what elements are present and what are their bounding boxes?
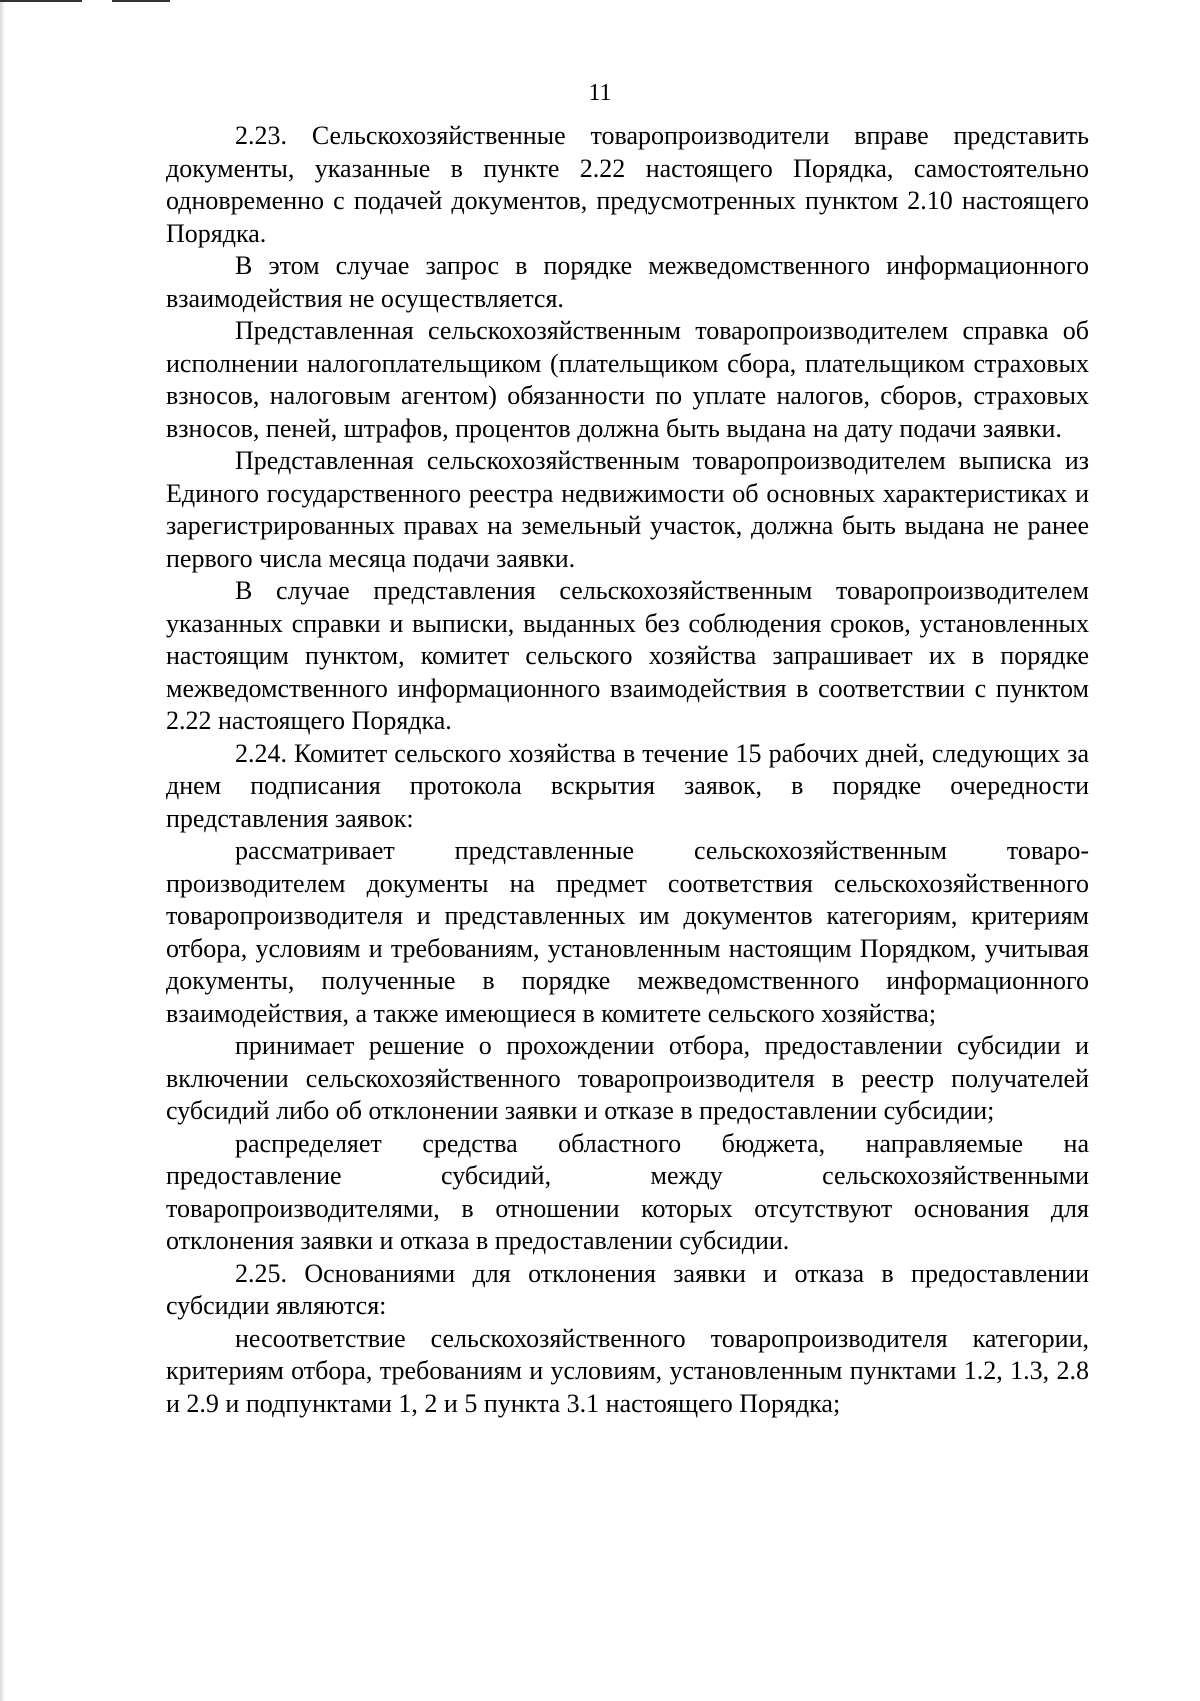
paragraph-distributes-funds: распределяет средства областного бюджета, направляемые на предоставление субсидий, между сельскохозяйственными товаропроизводителями, в отношении которых отсутствуют основания для отклонения заявки и отказа в предоставлении субсидии. xyxy=(166,1128,1089,1255)
page-number: 11 xyxy=(588,80,612,106)
paragraph-makes-decision: принимает решение о прохождении отбора, предоставлении субсидии и включении сельскохозяйственного товаропроизводителя в реестр получателей субсидий либо об отклонении заявки и отказе в предоставлении субсидии; xyxy=(166,1031,1089,1125)
corner-mark-right xyxy=(112,0,170,2)
paragraph-registry-extract: Представленная сельскохозяйственным товаропроизводителем выписка из Единого государственного реестра недвижимости об основных характеристиках и зарегистрированных правах на земельный участок, должна быть выдана не ранее первого числа месяца подачи заявки. xyxy=(166,446,1089,573)
paragraph-late-documents: В случае представления сельскохозяйственным товаропроизводителем указанных справки и выписки, выданных без соблюдения сроков, установленных настоящим пунктом, комитет сельского хозяйства запрашивает их в порядке межведомственного информационного взаимодействия в соответствии с пунктом 2.22 настоящего Порядка. xyxy=(166,576,1089,735)
paragraph-2-24: 2.24. Комитет сельского хозяйства в течение 15 рабочих дней, следующих за днем подписания протокола вскрытия заявок, в порядке очередности представления заявок: xyxy=(166,738,1089,833)
corner-mark-left xyxy=(0,0,82,2)
paragraph-reviews-documents: рассматривает представленные сельскохозяйственным товаропроизводителем документы на предмет соответствия сельскохозяйственного товаропроизводителя и представленных им документов категориям, критериям отбора, условиям и требованиям, установленным настоящим Порядком, учитывая документы, полученные в порядке межведомственного информационного взаимодействия, а также имеющиеся в комитете сельского хозяйства; xyxy=(166,836,1089,1028)
scan-edge-shadow xyxy=(0,0,5,1701)
document-body xyxy=(166,120,1089,1420)
paragraph-noncompliance: несоответствие сельскохозяйственного товаропроизводителя категории, критериям отбора, требованиям и условиям, установленным пунктами 1.2, 1.3, 2.8 и 2.9 и подпунктами 1, 2 и 5 пункта 3.1 настоящего Порядка; xyxy=(166,1323,1089,1418)
scan-corner-marks xyxy=(0,0,170,4)
paragraph-no-request: В этом случае запрос в порядке межведомственного информационного взаимодействия не осуществляется. xyxy=(166,251,1089,313)
paragraph-tax-certificate: Представленная сельскохозяйственным товаропроизводителем справка об исполнении налогоплательщиком (плательщиком сбора, плательщиком страховых взносов, налоговым агентом) обязанности по уплате налогов, сборов, страховых взносов, пеней, штрафов, процентов должна быть выдана на дату подачи заявки. xyxy=(166,316,1089,443)
paragraph-2-25: 2.25. Основаниями для отклонения заявки и отказа в предоставлении субсидии являются: xyxy=(166,1258,1089,1320)
paragraph-2-23: 2.23. Сельскохозяйственные товаропроизводители вправе представить документы, указанные в пункте 2.22 настоящего Порядка, самостоятельно одновременно с подачей документов, предусмотренных пунктом 2.10 настоящего Порядка. xyxy=(166,121,1089,248)
